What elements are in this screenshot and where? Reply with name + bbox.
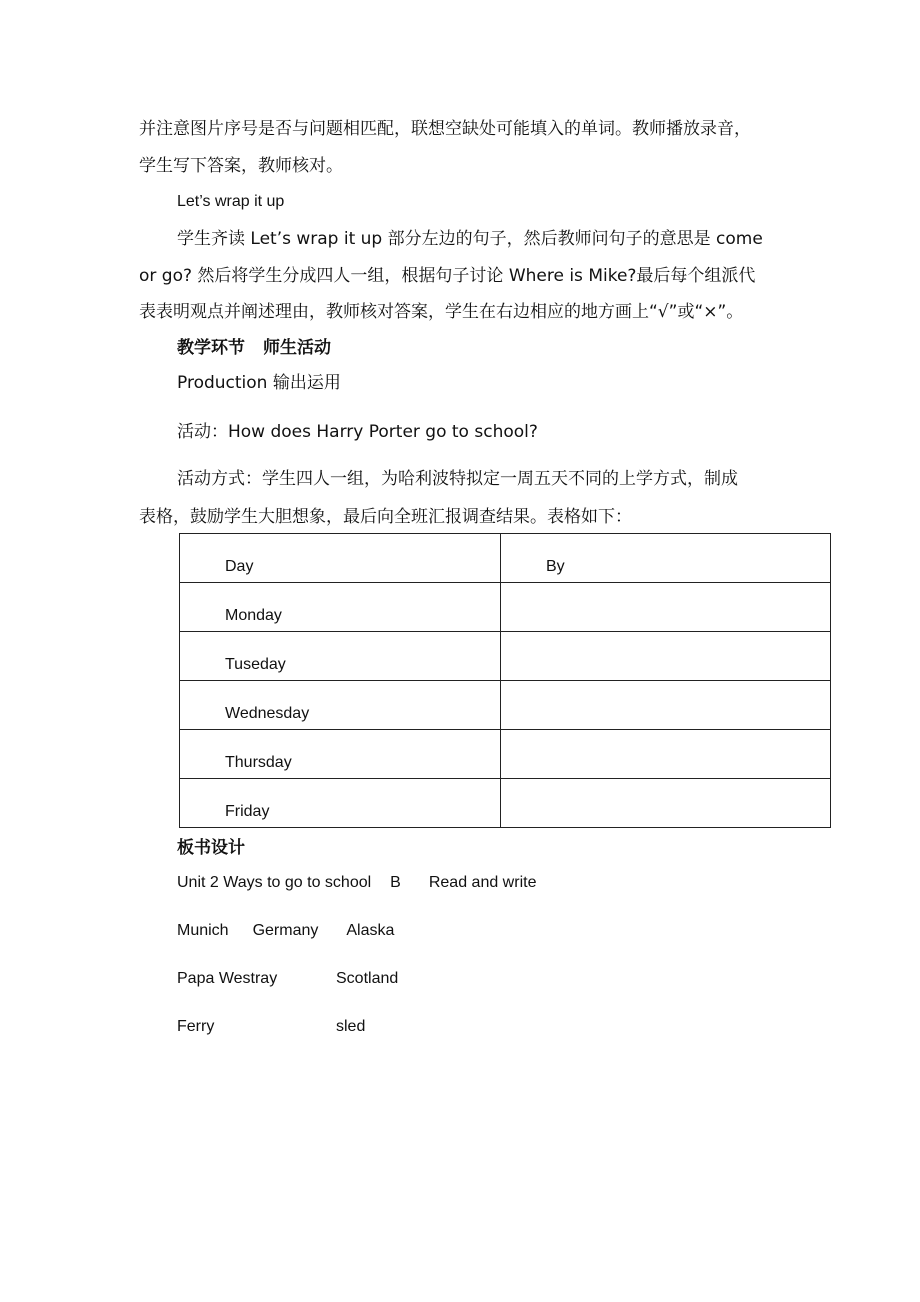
section-heading [177,337,331,359]
by-cell [501,669,546,675]
unit-part: B [390,874,401,891]
by-cell [501,718,546,724]
paragraph-line: 表表明观点并阐述理由，教师核对答案，学生在右边相应的地方画上“√”或“×”。 [139,302,744,322]
table-row [180,583,831,632]
day-cell: Thursday [225,754,292,771]
table-cell [180,681,501,730]
place-word: Papa Westray [177,970,278,987]
transport-word: sled [336,1018,366,1035]
transport-word: Ferry [177,1018,215,1035]
by-cell [501,816,546,822]
table-cell [180,779,501,828]
table-cell [501,779,831,828]
section-heading-part2: 师生活动 [263,338,331,358]
day-cell: Wednesday [225,705,310,722]
table-cell [501,730,831,779]
place-word: Germany [252,922,319,939]
table-row [180,632,831,681]
unit-line [177,872,536,894]
table-header-row [180,534,831,583]
place-word: Alaska [346,922,395,939]
method-line: 表格，鼓励学生大胆想象，最后向全班汇报调查结果。表格如下： [139,507,632,527]
table-cell [180,632,501,681]
place-word: Scotland [336,970,399,987]
unit-section: Read and write [428,874,537,891]
places-row [177,920,394,942]
table-cell [501,681,831,730]
header-by: By [546,558,565,575]
table-row [180,779,831,828]
board-heading: 板书设计 [177,838,245,858]
table-cell [501,632,831,681]
production-label: Production 输出运用 [177,373,341,393]
places-row [177,968,277,990]
day-cell: Monday [225,607,282,624]
day-cell: Friday [225,803,270,820]
paragraph-line: 学生齐读 Let’s wrap it up 部分左边的句子，然后教师问句子的意思是 come [177,229,763,249]
method-line: 活动方式：学生四人一组，为哈利波特拟定一周五天不同的上学方式，制成 [177,469,738,489]
table-cell [180,583,501,632]
by-cell [501,767,546,773]
section-heading-part1: 教学环节 [177,338,245,358]
wrap-heading: Let’s wrap it up [177,193,285,210]
table-row [180,681,831,730]
paragraph-line: or go? 然后将学生分成四人一组，根据句子讨论 Where is Mike?最后每个组派代 [139,266,756,286]
activity-title: 活动：How does Harry Porter go to school? [177,422,538,442]
table-header-cell [180,534,501,583]
header-day: Day [225,558,254,575]
by-cell [501,620,546,626]
table-row [180,730,831,779]
schedule-table [179,533,831,828]
table-cell [501,583,831,632]
place-word: Munich [177,922,229,939]
table-header-cell [501,534,831,583]
table-cell [180,730,501,779]
unit-title: Unit 2 Ways to go to school [177,874,372,891]
day-cell: Tuseday [225,656,286,673]
paragraph-line: 学生写下答案，教师核对。 [139,156,343,176]
paragraph-line: 并注意图片序号是否与问题相匹配，联想空缺处可能填入的单词。教师播放录音， [139,119,751,139]
